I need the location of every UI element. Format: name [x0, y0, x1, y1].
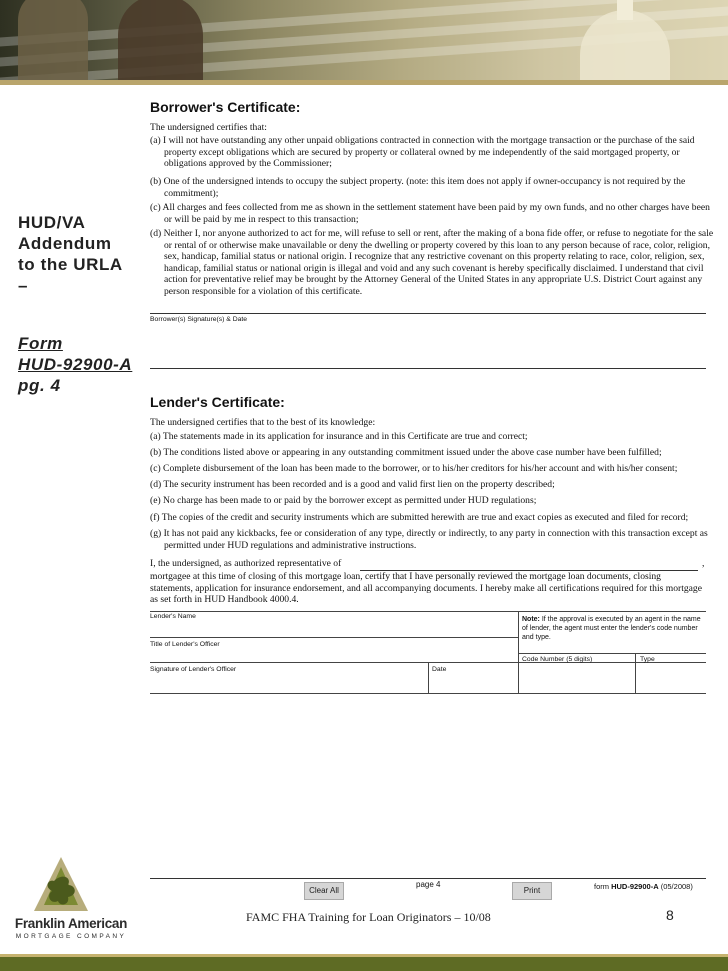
- banner-person-right: [118, 0, 203, 80]
- borrower-intro: The undersigned certifies that:: [150, 122, 267, 133]
- slide-number: 8: [666, 907, 674, 923]
- lender-item-d: (d) The security instrument has been recorded and is a good and valid first lien on the property described;: [150, 479, 555, 490]
- borrower-item-a: (a) I will not have outstanding any other unpaid obligations contracted in connection with the mortgage transaction or the purchase of the said property except obligations which are secured by property or collateral owned by me independently of the said mortgaged property, or obligations approved by the Commissioner;: [150, 135, 695, 170]
- header-banner-photo: [0, 0, 728, 80]
- lender-item-f: (f) The copies of the credit and security instruments which are submitted herewith are true and exact copies as executed and filed for record;: [150, 512, 689, 523]
- slide-footer-text: FAMC FHA Training for Loan Originators – 10/08: [246, 910, 491, 924]
- borrower-signature-label: Borrower(s) Signature(s) & Date: [150, 316, 248, 323]
- form-reference-label: Form HUD-92900-A pg. 4: [18, 334, 133, 395]
- lender-item-b: (b) The conditions listed above or appearing in any outstanding commitment issued under the above case number have been fulfilled;: [150, 447, 662, 458]
- signature-of-officer-field[interactable]: Signature of Lender's Officer: [150, 666, 237, 673]
- page-number-label: page 4: [416, 880, 441, 889]
- form-bottom-rule: [150, 878, 706, 879]
- logo-company-subtitle: MORTGAGE COMPANY: [15, 933, 127, 940]
- logo-company-name: Franklin American: [14, 916, 128, 931]
- header-accent-bar: [0, 80, 728, 85]
- borrower-item-d: (d) Neither I, nor anyone authorized to act for me, will refuse to sell or rent, after the making of a bona fide offer, or refuse to negotiate for the sale or rental of or otherwise make unavailable or deny the dwelling or property covered by this loan to any person because of race, color, religion, sex, handicap, familial status or national origin. I recognize that any restrictive covenant on this property relating to race, color, religion, sex, handicap, familial status or national origin is illegal and void and any such covenant is hereby specifically disclaimed. I understand that civil action for preventative relief may be brought by the Attorney General of the United States in any appropriate U.S. District Court against any person responsible for a violation of this certificate.: [150, 228, 714, 297]
- form-number-label: form HUD-92900-A (05/2008): [594, 882, 693, 891]
- agent-note: [522, 615, 708, 642]
- lender-authorized-line: I, the undersigned, as authorized representative of: [150, 558, 342, 569]
- lender-item-g: (g) It has not paid any kickbacks, fee or consideration of any type, directly or indirectly, to any party in connection with this transaction except as permitted under HUD regulations and administrative instructions.: [150, 528, 708, 551]
- oak-leaf-triangle-icon: [6, 855, 136, 917]
- borrower-item-b: (b) One of the undersigned intends to occupy the subject property. (note: this item does not apply if owner-occupancy is not required by the commitment);: [150, 176, 686, 199]
- footer-bar: [0, 954, 728, 971]
- lender-item-a: (a) The statements made in its application for insurance and in this Certificate are true and correct;: [150, 431, 528, 442]
- lender-intro: The undersigned certifies that to the best of its knowledge:: [150, 417, 376, 428]
- lender-item-c: (c) Complete disbursement of the loan has been made to the borrower, or to his/her creditors for his/her account and with his/her consent;: [150, 463, 678, 474]
- borrower-signature-line: [150, 313, 706, 314]
- type-field[interactable]: Type: [640, 656, 655, 663]
- franklin-american-logo: [6, 855, 136, 945]
- lender-closing-paragraph: mortgagee at this time of closing of this mortgage loan, certify that I have personally reviewed the mortgage loan documents, closing statements, application for insurance endorsement, and all accompanying documents. I hereby make all certifications required for this mortgage as set forth in HUD Handbook 4000.4.: [150, 571, 702, 606]
- clear-all-button[interactable]: Clear All: [304, 882, 344, 900]
- note-label: Note:: [522, 616, 540, 623]
- lender-name-field[interactable]: Lender's Name: [150, 613, 196, 620]
- lender-certificate-heading: Lender's Certificate:: [150, 394, 285, 410]
- lender-item-e: (e) No charge has been made to or paid by the borrower except as permitted under HUD regulations;: [150, 495, 537, 506]
- borrower-certificate-heading: Borrower's Certificate:: [150, 99, 301, 115]
- slide-title: HUD/VA Addendum to the URLA –: [18, 213, 123, 295]
- print-button[interactable]: Print: [512, 882, 552, 900]
- date-field[interactable]: Date: [432, 666, 447, 673]
- banner-person-left: [18, 0, 88, 80]
- note-text: If the approval is executed by an agent in the name of lender, the agent must enter the lender's code number and type.: [522, 616, 701, 641]
- title-of-officer-field[interactable]: Title of Lender's Officer: [150, 641, 220, 648]
- code-number-field[interactable]: Code Number (5 digits): [522, 656, 593, 663]
- borrower-signature-line-2: [150, 368, 706, 369]
- borrower-item-c: (c) All charges and fees collected from me as shown in the settlement statement have been paid by my own funds, and no other charges have been or will be paid by me in respect to this transaction;: [150, 202, 710, 225]
